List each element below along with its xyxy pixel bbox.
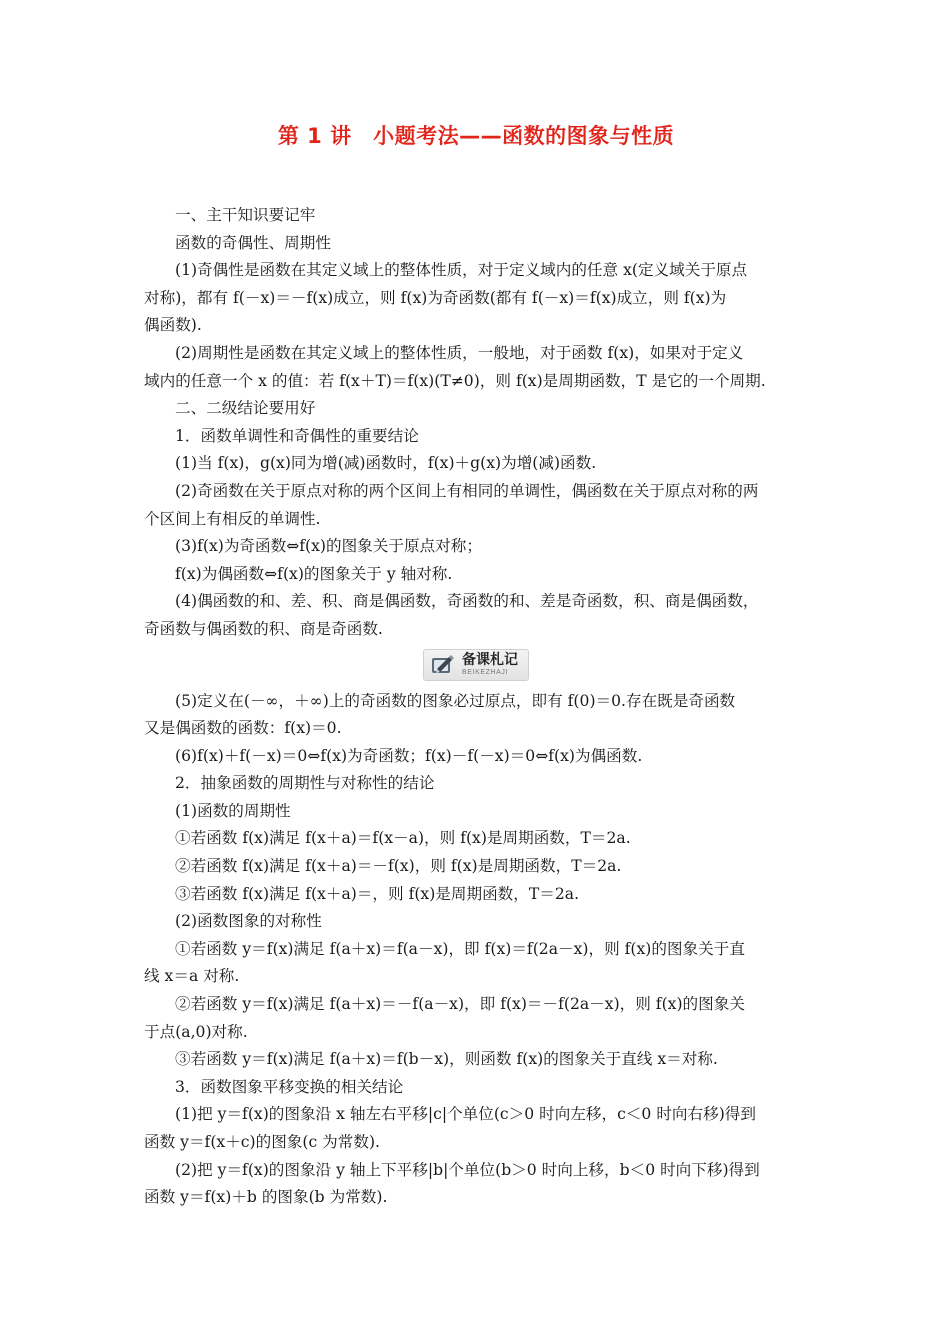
- text-line: (4)偶函数的和、差、积、商是偶函数，奇函数的和、差是奇函数，积、商是偶函数，: [175, 592, 759, 611]
- text-line: 又是偶函数的函数：f(x)＝0.: [144, 719, 342, 738]
- text-line: 于点(a,0)对称.: [144, 1022, 248, 1041]
- text-line: 1．函数单调性和奇偶性的重要结论: [175, 426, 419, 445]
- text-line: 一、主干知识要记牢: [175, 206, 316, 224]
- text-line: (5)定义在(－∞，＋∞)上的奇函数的图象必过原点，即有 f(0)＝0.存在既是奇函数: [175, 691, 736, 710]
- text-line: 偶函数).: [144, 316, 202, 335]
- text-line: f(x)为偶函数⇔f(x)的图象关于 y 轴对称.: [175, 564, 453, 583]
- text-line: 函数 y＝f(x)＋b 的图象(b 为常数).: [144, 1188, 388, 1207]
- text-line: (2)把 y＝f(x)的图象沿 y 轴上下平移|b|个单位(b＞0 时向上移，b＜0 时向下移)得到: [175, 1160, 760, 1179]
- text-line: 奇函数与偶函数的积、商是奇函数.: [144, 619, 383, 638]
- text-line: 函数的奇偶性、周期性: [175, 233, 331, 252]
- text-line: 2．抽象函数的周期性与对称性的结论: [175, 774, 435, 793]
- text-line: ②若函数 f(x)满足 f(x＋a)＝－f(x)，则 f(x)是周期函数，T＝2a.: [175, 857, 622, 876]
- text-line: (1)当 f(x)，g(x)同为增(减)函数时，f(x)＋g(x)为增(减)函数.: [175, 454, 597, 473]
- pen-notebook-icon: [430, 653, 456, 677]
- text-line: (6)f(x)＋f(－x)＝0⇔f(x)为奇函数；f(x)－f(－x)＝0⇔f(x)为偶函数.: [175, 746, 643, 765]
- section-b: [144, 688, 808, 1212]
- document-page: [144, 120, 808, 1212]
- badge-box: [423, 649, 529, 681]
- badge-text: [462, 653, 518, 676]
- page-title: 第 1 讲 小题考法——函数的图象与性质: [277, 124, 675, 148]
- text-line: 线 x＝a 对称.: [144, 967, 240, 986]
- text-line: 域内的任意一个 x 的值：若 f(x＋T)＝f(x)(T≠0)，则 f(x)是周期函数，T 是它的一个周期.: [144, 371, 766, 390]
- text-line: 个区间上有相反的单调性.: [144, 509, 321, 528]
- text-line: 对称)，都有 f(－x)＝－f(x)成立，则 f(x)为奇函数(都有 f(－x)＝f(x)成立，则 f(x)为: [144, 288, 727, 307]
- text-line: ③若函数 f(x)满足 f(x＋a)＝，则 f(x)是周期函数，T＝2a.: [175, 884, 580, 903]
- text-line: ③若函数 y＝f(x)满足 f(a＋x)＝f(b－x)，则函数 f(x)的图象关于直线 x＝对称.: [175, 1050, 718, 1069]
- text-line: 二、二级结论要用好: [175, 399, 316, 418]
- text-line: (2)周期性是函数在其定义域上的整体性质，一般地，对于函数 f(x)，如果对于定义: [175, 343, 744, 362]
- text-line: ②若函数 y＝f(x)满足 f(a＋x)＝－f(a－x)，即 f(x)＝－f(2a－x)，则 f(x)的图象关: [175, 995, 745, 1014]
- badge-subtitle: BEIKEZHAJI: [462, 669, 509, 676]
- text-line: 函数 y＝f(x＋c)的图象(c 为常数).: [144, 1133, 380, 1151]
- text-line: (2)奇函数在关于原点对称的两个区间上有相同的单调性，偶函数在关于原点对称的两: [175, 481, 759, 500]
- text-line: (1)奇偶性是函数在其定义域上的整体性质，对于定义域内的任意 x(定义域关于原点: [175, 261, 748, 280]
- text-line: (1)把 y＝f(x)的图象沿 x 轴左右平移|c|个单位(c＞0 时向左移，c＜0 时向右移)得到: [175, 1105, 756, 1124]
- text-line: (3)f(x)为奇函数⇔f(x)的图象关于原点对称；: [175, 537, 482, 556]
- text-line: 3．函数图象平移变换的相关结论: [175, 1077, 404, 1096]
- badge-title: 备课札记: [462, 652, 518, 668]
- text-line: (2)函数图象的对称性: [175, 912, 322, 931]
- text-line: ①若函数 f(x)满足 f(x＋a)＝f(x－a)，则 f(x)是周期函数，T＝2a.: [175, 829, 631, 848]
- section-a: [144, 202, 808, 644]
- text-line: (1)函数的周期性: [175, 801, 291, 820]
- text-line: ①若函数 y＝f(x)满足 f(a＋x)＝f(a－x)，即 f(x)＝f(2a－x)，则 f(x)的图象关于直: [175, 939, 745, 958]
- lesson-notes-badge: [144, 648, 808, 682]
